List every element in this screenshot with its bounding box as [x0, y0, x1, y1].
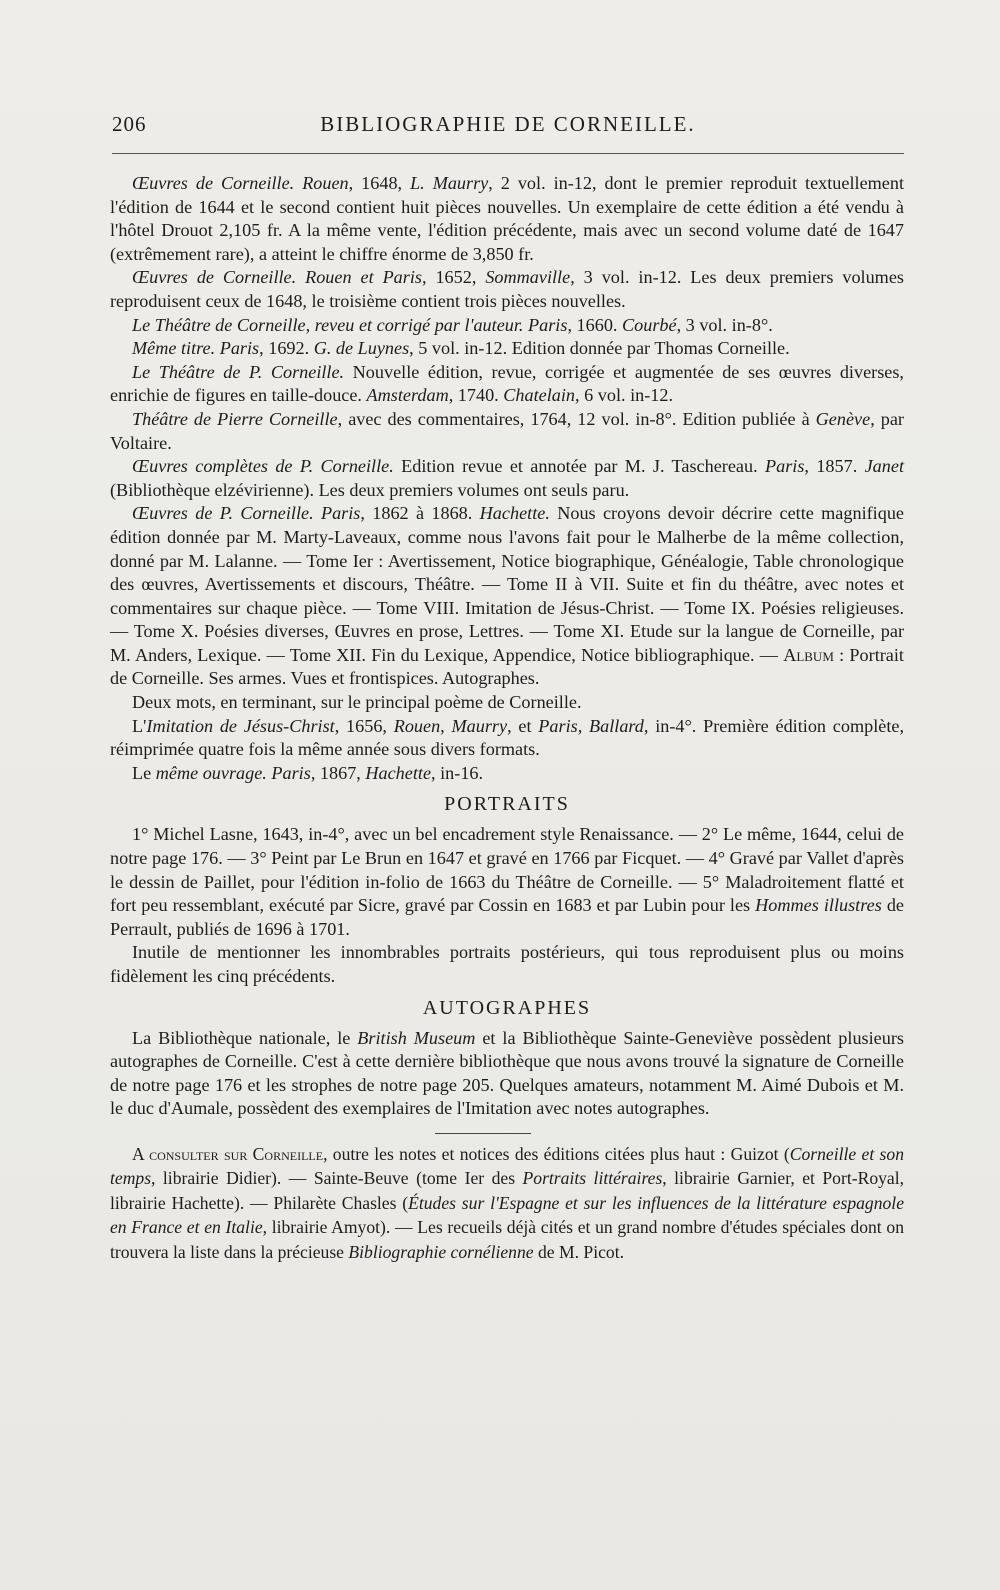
text-run: Chatelain: [503, 385, 576, 406]
text-run: , 6 vol. in-12.: [575, 385, 674, 406]
text-run: Edition revue et annotée par M. J. Taschereau.: [393, 456, 765, 477]
header-rule: [112, 153, 904, 154]
edition-entry: [110, 691, 904, 715]
text-run: Œuvres de P. Corneille. Paris: [132, 503, 361, 524]
text-run: Œuvres de Corneille. Rouen et Paris: [132, 267, 422, 288]
text-run: , avec des commentaires, 1764, 12 vol. in-8°. Edition publiée à: [337, 408, 816, 429]
text-run: , et: [507, 715, 539, 736]
text-run: Paris: [764, 456, 805, 477]
text-run: Portraits littéraires: [522, 1168, 663, 1189]
text-run: A consulter sur Corneille: [132, 1143, 324, 1164]
text-run: , 2 vol. in-12, dont le premier reproduit textuellement l'édition de 1644 et le second contient huit pièces nouvelles. Un exemplaire de cette édition a été vendu à l'hôtel Drouot 2,105 fr. A la même vente, l'édition précédente, mais avec un second volume daté de 1647 (extrêmement rare), a atteint le chiffre énorme de 3,850 fr.: [110, 173, 905, 264]
text-run: La Bibliothèque nationale, le: [132, 1027, 358, 1048]
text-run: L. Maurry: [410, 173, 489, 193]
edition-entry: [110, 455, 904, 502]
text-run: Album: [783, 644, 834, 665]
edition-entry: [110, 266, 904, 313]
text-run: Paris, Ballard: [538, 715, 644, 736]
text-run: , 3 vol. in-8°.: [676, 314, 773, 335]
text-run: Hachette: [365, 762, 432, 783]
edition-entry: [110, 337, 904, 361]
text-run: , 1656,: [334, 715, 394, 736]
text-run: (Bibliothèque elzévirienne). Les deux premiers volumes ont seuls paru.: [110, 479, 630, 500]
autographes-paragraph: [110, 1027, 904, 1121]
footnote-rule: [435, 1133, 531, 1134]
text-run: Nouvelle édition, revue, corrigée et augmentée de ses œuvres diverses, enrichie de figures en taille-douce.: [110, 361, 904, 406]
text-run: de Perrault, publiés de 1696 à 1701.: [110, 895, 904, 939]
text-run: de M. Picot.: [533, 1241, 625, 1262]
edition-entry: [110, 408, 904, 455]
text-run: Imitation de Jésus-Christ: [146, 715, 335, 736]
footnote: [110, 1142, 904, 1265]
text-run: et la Bibliothèque Sainte-Geneviève possèdent plusieurs autographes de Corneille. C'est à cette dernière bibliothèque que nous avons trouvé la signature de Corneille de notre page 176 et les strophes de notre page 205. Quelques amateurs, notamment M. Aimé Dubois et M. le duc d'Aumale, possèdent des exemplaires de l'Imitation avec notes autographes.: [110, 1027, 904, 1119]
edition-entry: [110, 502, 904, 691]
text-run: , 1652,: [421, 267, 486, 288]
text-run: Janet: [864, 456, 904, 477]
page-header: [112, 112, 904, 142]
text-run: , 1660.: [567, 314, 623, 335]
text-run: Sommaville: [485, 267, 571, 288]
text-run: , 1867,: [310, 762, 366, 783]
text-run: G. de Luynes: [313, 338, 410, 359]
text-run: , in-16.: [431, 762, 484, 783]
portraits-paragraph: [110, 823, 904, 941]
edition-entry: [110, 762, 904, 786]
text-run: Œuvres complètes de P. Corneille.: [132, 456, 394, 477]
text-run: Bibliographie cornélienne: [348, 1241, 534, 1262]
text-run: , 1692.: [259, 338, 314, 359]
text-run: Œuvres de Corneille. Rouen: [132, 173, 349, 193]
text-run: , librairie Didier). — Sainte-Beuve (tome Ier des: [151, 1168, 523, 1189]
text-run: 1° Michel Lasne, 1643, in-4°, avec un bel encadrement style Renaissance. — 2° Le même, 1644, celui de notre page 176. — 3° Peint par Le Brun en 1647 et gravé en 1766 par Ficquet. — 4° Gravé par Vallet d'après le dessin de Paillet, pour l'édition in-folio de 1663 du Théâtre de Corneille. — 5° Maladroitement flatté et fort peu ressemblant, exécuté par Sicre, gravé par Cossin en 1683 et par Lubin pour les: [110, 824, 904, 916]
text-run: , librairie Garnier, et Port-Royal, librairie Hachette). — Philarète Chasles (: [110, 1168, 905, 1213]
text-run: : Portrait de Corneille. Ses armes. Vues et frontispices. Autographes.: [110, 644, 904, 689]
text-run: Corneille et son temps: [110, 1143, 904, 1189]
edition-entry: [110, 361, 904, 408]
text-run: British Museum: [357, 1027, 476, 1048]
text-run: Hachette.: [479, 503, 550, 524]
page-body: [110, 172, 904, 1264]
text-run: Rouen, Maurry: [393, 715, 508, 736]
text-run: , 1648,: [348, 173, 411, 193]
text-run: , 1740.: [448, 385, 504, 406]
text-run: Nous croyons devoir décrire cette magnifique édition donnée par M. Marty-Laveaux, comme nous l'avons fait pour le Malherbe de la même collection, donné par M. Lalanne. — Tome Ier : Avertissement, Notice biographique, Généalogie, Table chronologique des œuvres, Avertissements et discours, Théâtre. — Tome II à VII. Suite et fin du théâtre, avec notes et commentaires sur chaque pièce. — Tome VIII. Imitation de Jésus-Christ. — Tome IX. Poésies religieuses. — Tome X. Poésies diverses, Œuvres en prose, Lettres. — Tome XI. Etude sur la langue de Corneille, par M. Anders, Lexique. — Tome XII. Fin du Lexique, Appendice, Notice bibliographique. —: [110, 503, 904, 665]
page-number: 206: [112, 112, 147, 136]
text-run: Le Théâtre de Corneille, reveu et corrigé par l'auteur. Paris: [132, 314, 568, 335]
text-run: Études sur l'Espagne et sur les influences de la littérature espagnole en France et en Italie: [110, 1192, 905, 1238]
text-run: L': [132, 715, 147, 736]
running-title: BIBLIOGRAPHIE DE CORNEILLE.: [320, 112, 696, 136]
text-run: , 3 vol. in-12. Les deux premiers volumes reproduisent ceux de 1648, le troisième contient trois pièces nouvelles.: [110, 267, 904, 311]
text-run: Courbé: [622, 314, 677, 335]
text-run: Deux mots, en terminant, sur le principal poème de Corneille.: [132, 692, 582, 713]
editions-list: [110, 172, 904, 785]
text-run: Même titre. Paris: [132, 338, 260, 359]
edition-entry: [110, 314, 904, 338]
text-run: , in-4°. Première édition complète, réimprimée quatre fois la même année sous divers formats.: [110, 715, 904, 760]
text-run: , 1857.: [804, 456, 865, 477]
text-run: , par Voltaire.: [110, 408, 904, 453]
edition-entry: [110, 715, 904, 762]
text-run: Hommes illustres: [755, 895, 882, 916]
text-run: Genève: [815, 408, 871, 429]
portraits-section: [110, 823, 904, 988]
text-run: même ouvrage. Paris: [155, 762, 311, 783]
text-run: , 1862 à 1868.: [360, 503, 480, 524]
text-run: Le: [132, 762, 156, 783]
text-run: , librairie Amyot). — Les recueils déjà cités et un grand nombre d'études spéciales dont on trouvera la liste dans la précieuse: [110, 1217, 904, 1262]
autographes-heading: AUTOGRAPHES: [422, 996, 592, 1019]
autographes-section: [110, 1027, 904, 1121]
text-run: , outre les notes et notices des éditions citées plus haut : Guizot (: [323, 1143, 790, 1164]
text-run: , 5 vol. in-12. Edition donnée par Thomas Corneille.: [409, 338, 790, 359]
text-run: Amsterdam: [366, 385, 449, 406]
text-run: Le Théâtre de P. Corneille.: [132, 361, 345, 382]
text-run: Théâtre de Pierre Corneille: [132, 408, 338, 429]
portraits-paragraph: [110, 941, 904, 988]
footnote-paragraph: [110, 1142, 904, 1265]
text-run: Inutile de mentionner les innombrables portraits postérieurs, qui tous reproduisent plus ou moins fidèlement les cinq précédents.: [110, 942, 904, 986]
edition-entry: [110, 172, 904, 266]
portraits-heading: PORTRAITS: [444, 793, 570, 816]
